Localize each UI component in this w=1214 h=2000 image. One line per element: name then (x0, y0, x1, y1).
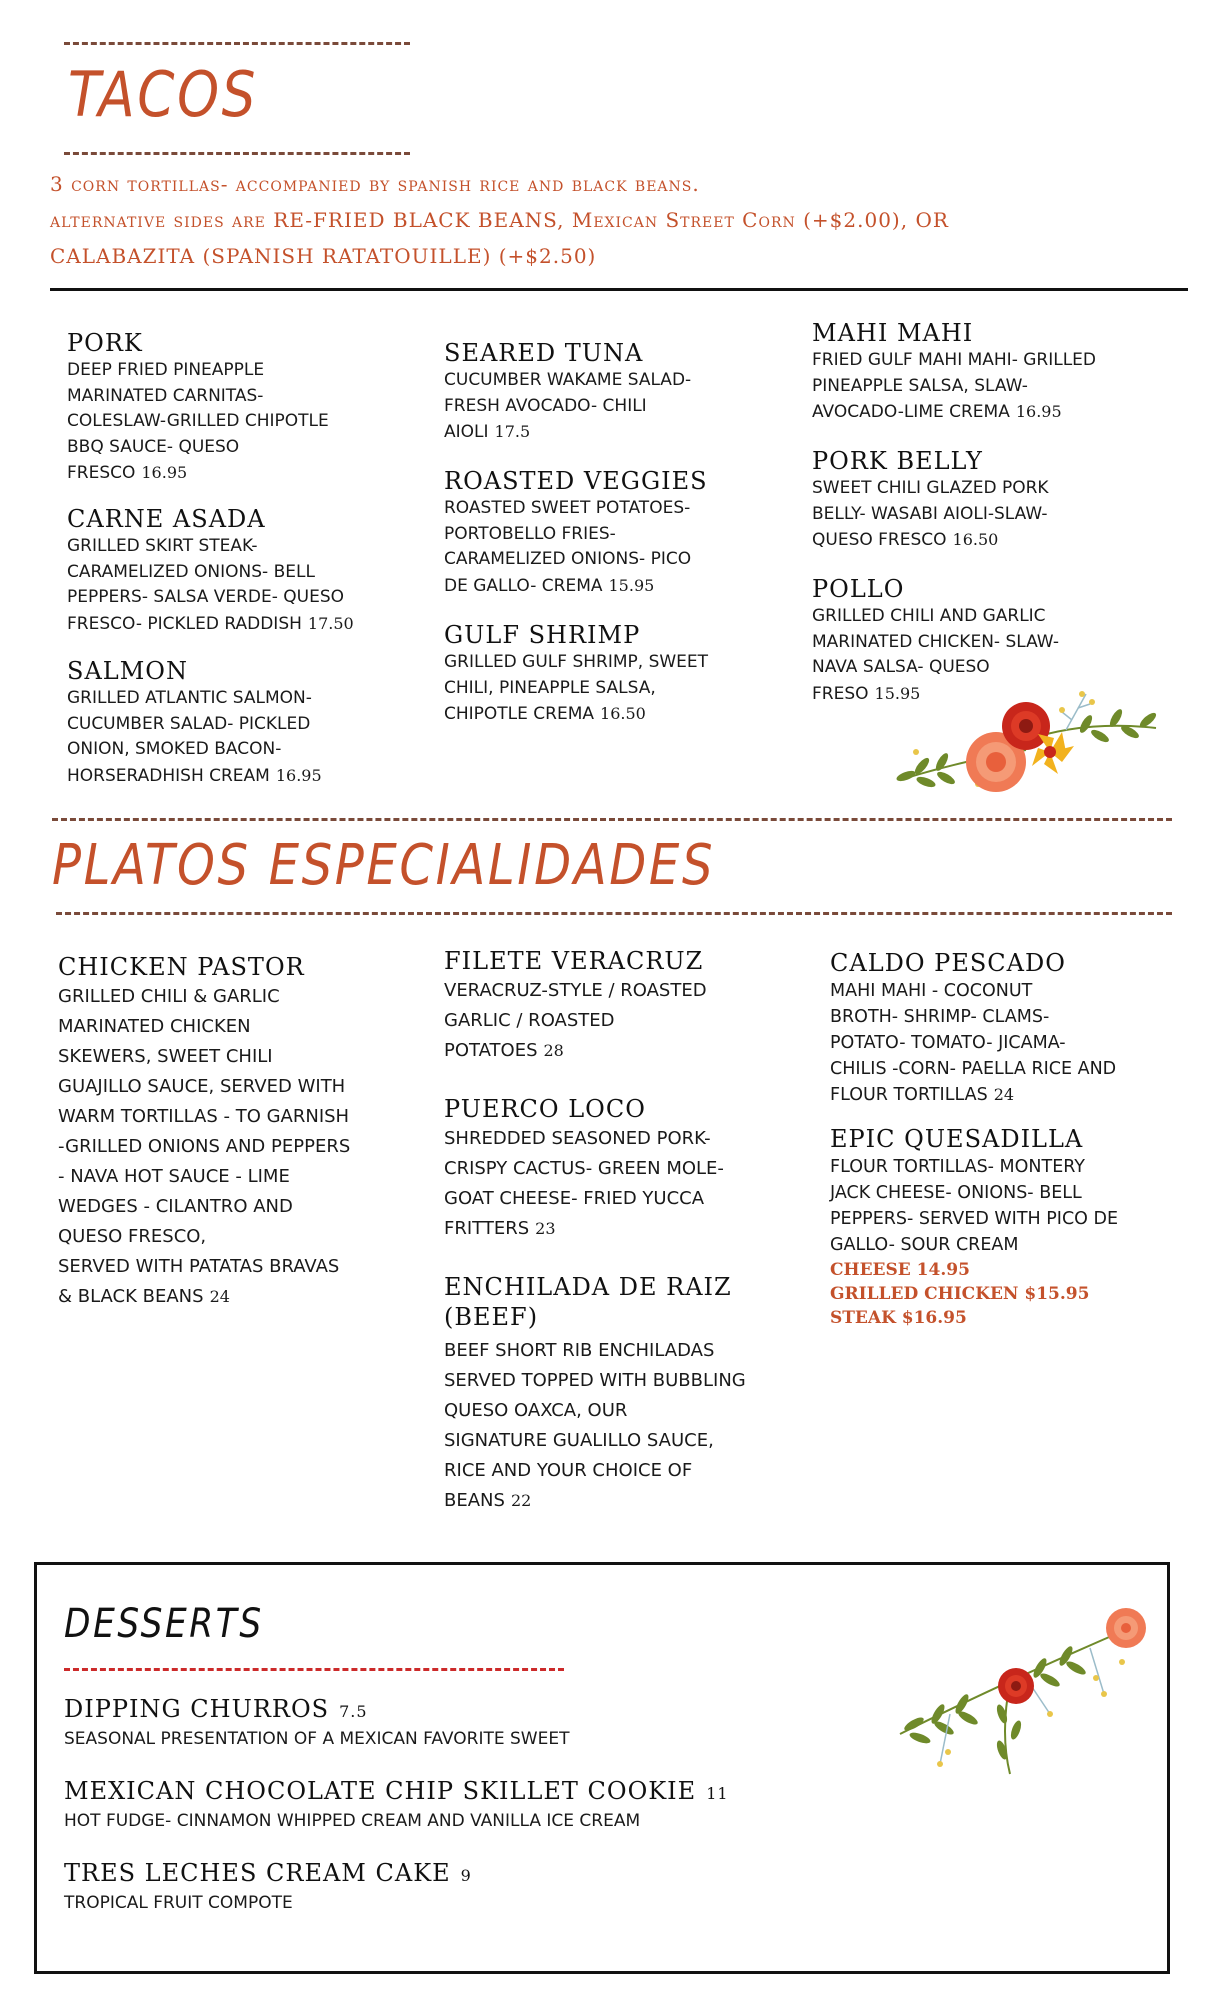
menu-item-price: 16.95 (1015, 402, 1062, 421)
dessert-item-dipping-churros (64, 1694, 569, 1751)
menu-item-desc: BEEF SHORT RIB ENCHILADAS SERVED TOPPED WITH BUBBLING QUESO OAXCA, OUR SIGNATURE GUALILLO SAUCE, RICE AND YOUR CHOICE OF BEANS 22 (444, 1340, 746, 1511)
tacos-intro (50, 166, 1190, 274)
tacos-intro-line-2: alternative sides are RE-FRIED BLACK BEANS, Mexican Street Corn (+$2.00), OR (50, 208, 949, 232)
menu-item-desc: GRILLED CHILI & GARLIC MARINATED CHICKEN SKEWERS, SWEET CHILI GUAJILLO SAUCE, SERVED WITH WARM TORTILLAS - TO GARNISH -GRILLED ONIONS AND PEPPERS - NAVA HOT SAUCE - LIME WEDGES - CILANTRO AND QUESO FRESCO, SERVED WITH PATATAS BRAVAS & BLACK BEANS 24 (58, 986, 351, 1307)
menu-item-name: ROASTED VEGGIES (444, 467, 708, 495)
desserts-divider (64, 1668, 564, 1671)
tacos-intro-line-3: CALABAZITA (SPANISH RATATOUILLE) (+$2.50) (50, 244, 597, 268)
menu-item-desc: GRILLED CHILI AND GARLIC MARINATED CHICKEN- SLAW- NAVA SALSA- QUESO FRESO 15.95 (812, 606, 1060, 704)
flower-branch-icon (890, 1604, 1160, 1784)
tacos-top-divider (64, 42, 410, 45)
taco-item-salmon (67, 656, 322, 789)
menu-item-name: SALMON (67, 657, 188, 685)
tacos-bottom-divider (64, 152, 410, 155)
plato-item-enchilada-de-raiz (444, 1272, 746, 1516)
taco-item-seared-tuna (444, 338, 691, 446)
menu-item-name: PUERCO LOCO (444, 1095, 646, 1123)
platos-bottom-divider (56, 912, 1172, 915)
menu-item-name: DIPPING CHURROS (64, 1695, 330, 1723)
quesadilla-options (830, 1258, 1118, 1330)
taco-item-pork (67, 328, 329, 487)
dessert-item-skillet-cookie (64, 1776, 729, 1833)
menu-item-price: 15.95 (874, 683, 921, 703)
plato-item-epic-quesadilla (830, 1124, 1118, 1330)
tacos-intro-rule (50, 288, 1188, 291)
menu-item-name: POLLO (812, 575, 905, 603)
option-steak: STEAK $16.95 (830, 1308, 967, 1328)
menu-item-name: GULF SHRIMP (444, 621, 641, 649)
taco-item-roasted-veggies (444, 466, 708, 599)
menu-item-desc: MAHI MAHI - COCONUT BROTH- SHRIMP- CLAMS- POTATO- TOMATO- JICAMA- CHILIS -CORN- PAELLA RICE AND FLOUR TORTILLAS 24 (830, 981, 1117, 1105)
menu-item-price: 16.50 (600, 704, 646, 723)
platos-title: PLATOS ESPECIALIDADES (52, 833, 716, 898)
plato-item-filete-veracruz (444, 946, 707, 1066)
menu-item-desc: ROASTED SWEET POTATOES- PORTOBELLO FRIES- CARAMELIZED ONIONS- PICO DE GALLO- CREMA 15.95 (444, 498, 692, 596)
menu-item-desc: SEASONAL PRESENTATION OF A MEXICAN FAVORITE SWEET (64, 1729, 570, 1749)
taco-item-gulf-shrimp (444, 620, 708, 728)
menu-item-name: FILETE VERACRUZ (444, 947, 704, 975)
menu-item-name: PORK (67, 329, 143, 357)
menu-item-name: SEARED TUNA (444, 339, 644, 367)
menu-item-price: 17.5 (494, 422, 531, 441)
menu-item-desc: VERACRUZ-STYLE / ROASTED GARLIC / ROASTED POTATOES 28 (444, 980, 707, 1061)
tacos-intro-line-1: 3 corn tortillas- accompanied by spanish rice and black beans. (50, 172, 700, 196)
menu-item-price: 7.5 (339, 1702, 368, 1721)
menu-item-price: 23 (535, 1219, 556, 1238)
tacos-title: TACOS (68, 58, 259, 131)
menu-item-name: TRES LECHES CREAM CAKE (64, 1859, 451, 1887)
menu-item-price: 15.95 (608, 575, 655, 595)
menu-item-desc: TROPICAL FRUIT COMPOTE (64, 1893, 293, 1913)
menu-item-name: EPIC QUESADILLA (830, 1125, 1084, 1153)
dessert-item-tres-leches (64, 1858, 472, 1915)
taco-item-pollo (812, 574, 1059, 707)
taco-item-pork-belly (812, 446, 1049, 554)
menu-item-name: CHICKEN PASTOR (58, 953, 305, 981)
menu-item-desc: GRILLED ATLANTIC SALMON- CUCUMBER SALAD- PICKLED ONION, SMOKED BACON- HORSERADHISH CREAM 16.95 (67, 688, 322, 786)
menu-item-price: 9 (460, 1866, 472, 1885)
menu-item-desc: FLOUR TORTILLAS- MONTERY JACK CHEESE- ONIONS- BELL PEPPERS- SERVED WITH PICO DE GALLO- SOUR CREAM (830, 1157, 1119, 1255)
plato-item-chicken-pastor (58, 952, 350, 1312)
menu-item-desc: SHREDDED SEASONED PORK- CRISPY CACTUS- GREEN MOLE- GOAT CHEESE- FRIED YUCCA FRITTERS 23 (444, 1128, 724, 1239)
option-cheese: CHEESE 14.95 (830, 1260, 970, 1280)
menu-item-desc: DEEP FRIED PINEAPPLE MARINATED CARNITAS- COLESLAW-GRILLED CHIPOTLE BBQ SAUCE- QUESO FRESCO 16.95 (67, 360, 329, 483)
menu-item-desc: HOT FUDGE- CINNAMON WHIPPED CREAM AND VANILLA ICE CREAM (64, 1811, 641, 1831)
menu-item-desc: GRILLED GULF SHRIMP, SWEET CHILI, PINEAPPLE SALSA, CHIPOTLE CREMA 16.50 (444, 652, 709, 724)
menu-item-name: MEXICAN CHOCOLATE CHIP SKILLET COOKIE (64, 1777, 697, 1805)
menu-item-price: 16.50 (952, 530, 999, 549)
menu-item-desc: SWEET CHILI GLAZED PORK BELLY- WASABI AIOLI-SLAW- QUESO FRESCO 16.50 (812, 478, 1049, 550)
menu-item-price: 16.95 (275, 765, 322, 785)
menu-item-name: CARNE ASADA (67, 505, 266, 533)
desserts-title: DESSERTS (64, 1601, 264, 1647)
taco-item-mahi-mahi (812, 318, 1096, 426)
menu-item-price: 24 (209, 1287, 230, 1306)
menu-item-desc: GRILLED SKIRT STEAK- CARAMELIZED ONIONS- BELL PEPPERS- SALSA VERDE- QUESO FRESCO- PICKLED RADDISH 17.50 (67, 536, 354, 634)
menu-item-price: 11 (706, 1784, 729, 1803)
option-grilled-chicken: GRILLED CHICKEN $15.95 (830, 1284, 1090, 1304)
menu-item-price: 24 (993, 1085, 1015, 1104)
platos-top-divider (52, 818, 1172, 821)
plato-item-caldo-pescado (830, 948, 1116, 1108)
menu-item-price: 17.50 (307, 613, 354, 633)
menu-item-price: 22 (510, 1491, 532, 1510)
menu-item-desc: FRIED GULF MAHI MAHI- GRILLED PINEAPPLE SALSA, SLAW- AVOCADO-LIME CREMA 16.95 (812, 350, 1097, 422)
menu-item-name: PORK BELLY (812, 447, 983, 475)
menu-item-price: 16.95 (141, 463, 188, 482)
flower-bouquet-icon (886, 690, 1166, 802)
taco-item-carne-asada (67, 504, 354, 637)
menu-item-price: 28 (543, 1041, 564, 1060)
menu-item-name: ENCHILADA DE RAIZ (BEEF) (444, 1273, 732, 1331)
plato-item-puerco-loco (444, 1094, 724, 1244)
menu-item-desc: CUCUMBER WAKAME SALAD- FRESH AVOCADO- CHILI AIOLI 17.5 (444, 370, 692, 442)
menu-item-name: CALDO PESCADO (830, 949, 1066, 977)
menu-item-name: MAHI MAHI (812, 319, 974, 347)
